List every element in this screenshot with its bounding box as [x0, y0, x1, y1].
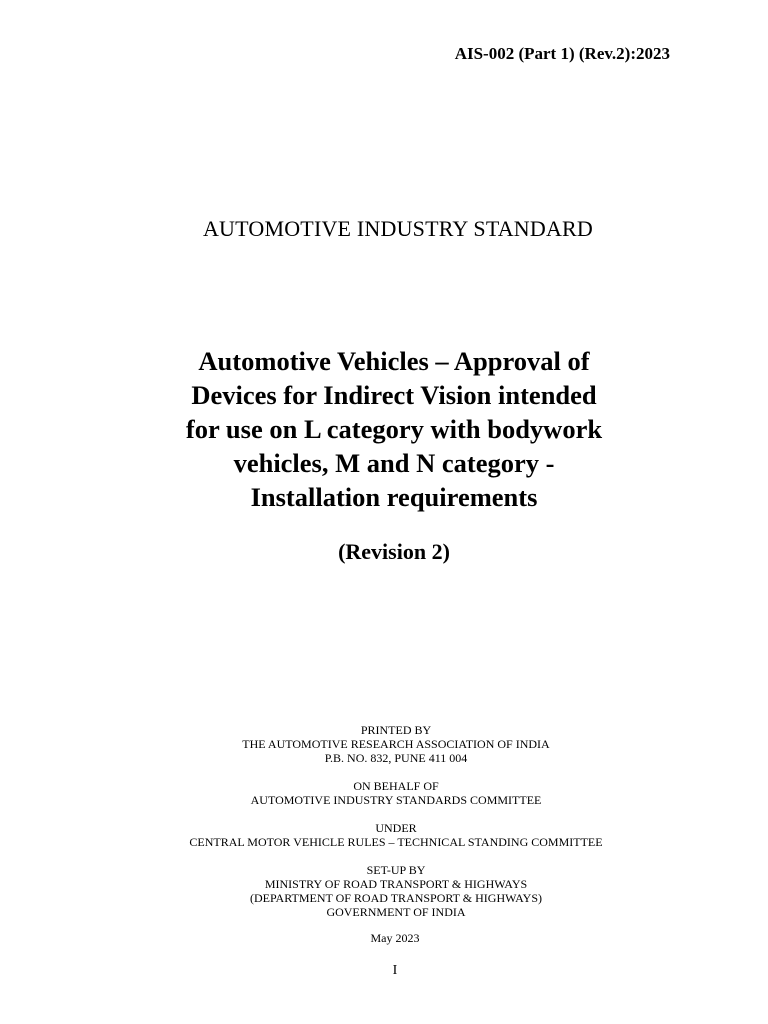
title-line: for use on L category with bodywork [185, 414, 603, 444]
publisher-name: THE AUTOMOTIVE RESEARCH ASSOCIATION OF INDIA [242, 737, 550, 751]
set-up-by-group [0, 863, 768, 919]
revision-label: (Revision 2) [338, 539, 450, 564]
printed-by-label: PRINTED BY [360, 723, 432, 737]
on-behalf-of-label: ON BEHALF OF [353, 779, 439, 793]
committee-name: AUTOMOTIVE INDUSTRY STANDARDS COMMITTEE [250, 793, 542, 807]
printed-by-group [0, 723, 768, 765]
under-label: UNDER [375, 821, 417, 835]
department-name: (DEPARTMENT OF ROAD TRANSPORT & HIGHWAYS) [249, 891, 543, 905]
document-code: AIS-002 (Part 1) (Rev.2):2023 [454, 44, 670, 63]
title-line: vehicles, M and N category - [233, 448, 555, 478]
ministry-name: MINISTRY OF ROAD TRANSPORT & HIGHWAYS [264, 877, 528, 891]
standard-heading: AUTOMOTIVE INDUSTRY STANDARD [202, 216, 594, 241]
under-group [0, 821, 768, 849]
on-behalf-of-group [0, 779, 768, 807]
set-up-by-label: SET-UP BY [366, 863, 426, 877]
document-title [0, 344, 768, 514]
rules-committee-name: CENTRAL MOTOR VEHICLE RULES – TECHNICAL STANDING COMMITTEE [189, 835, 603, 849]
title-line: Devices for Indirect Vision intended [191, 380, 597, 410]
title-line: Automotive Vehicles – Approval of [198, 346, 590, 376]
page-number: I [392, 963, 398, 978]
publication-date: May 2023 [370, 931, 420, 945]
government-name: GOVERNMENT OF INDIA [326, 905, 466, 919]
publisher-address: P.B. NO. 832, PUNE 411 004 [324, 751, 468, 765]
imprint-block [0, 723, 768, 933]
title-line: Installation requirements [250, 482, 538, 512]
